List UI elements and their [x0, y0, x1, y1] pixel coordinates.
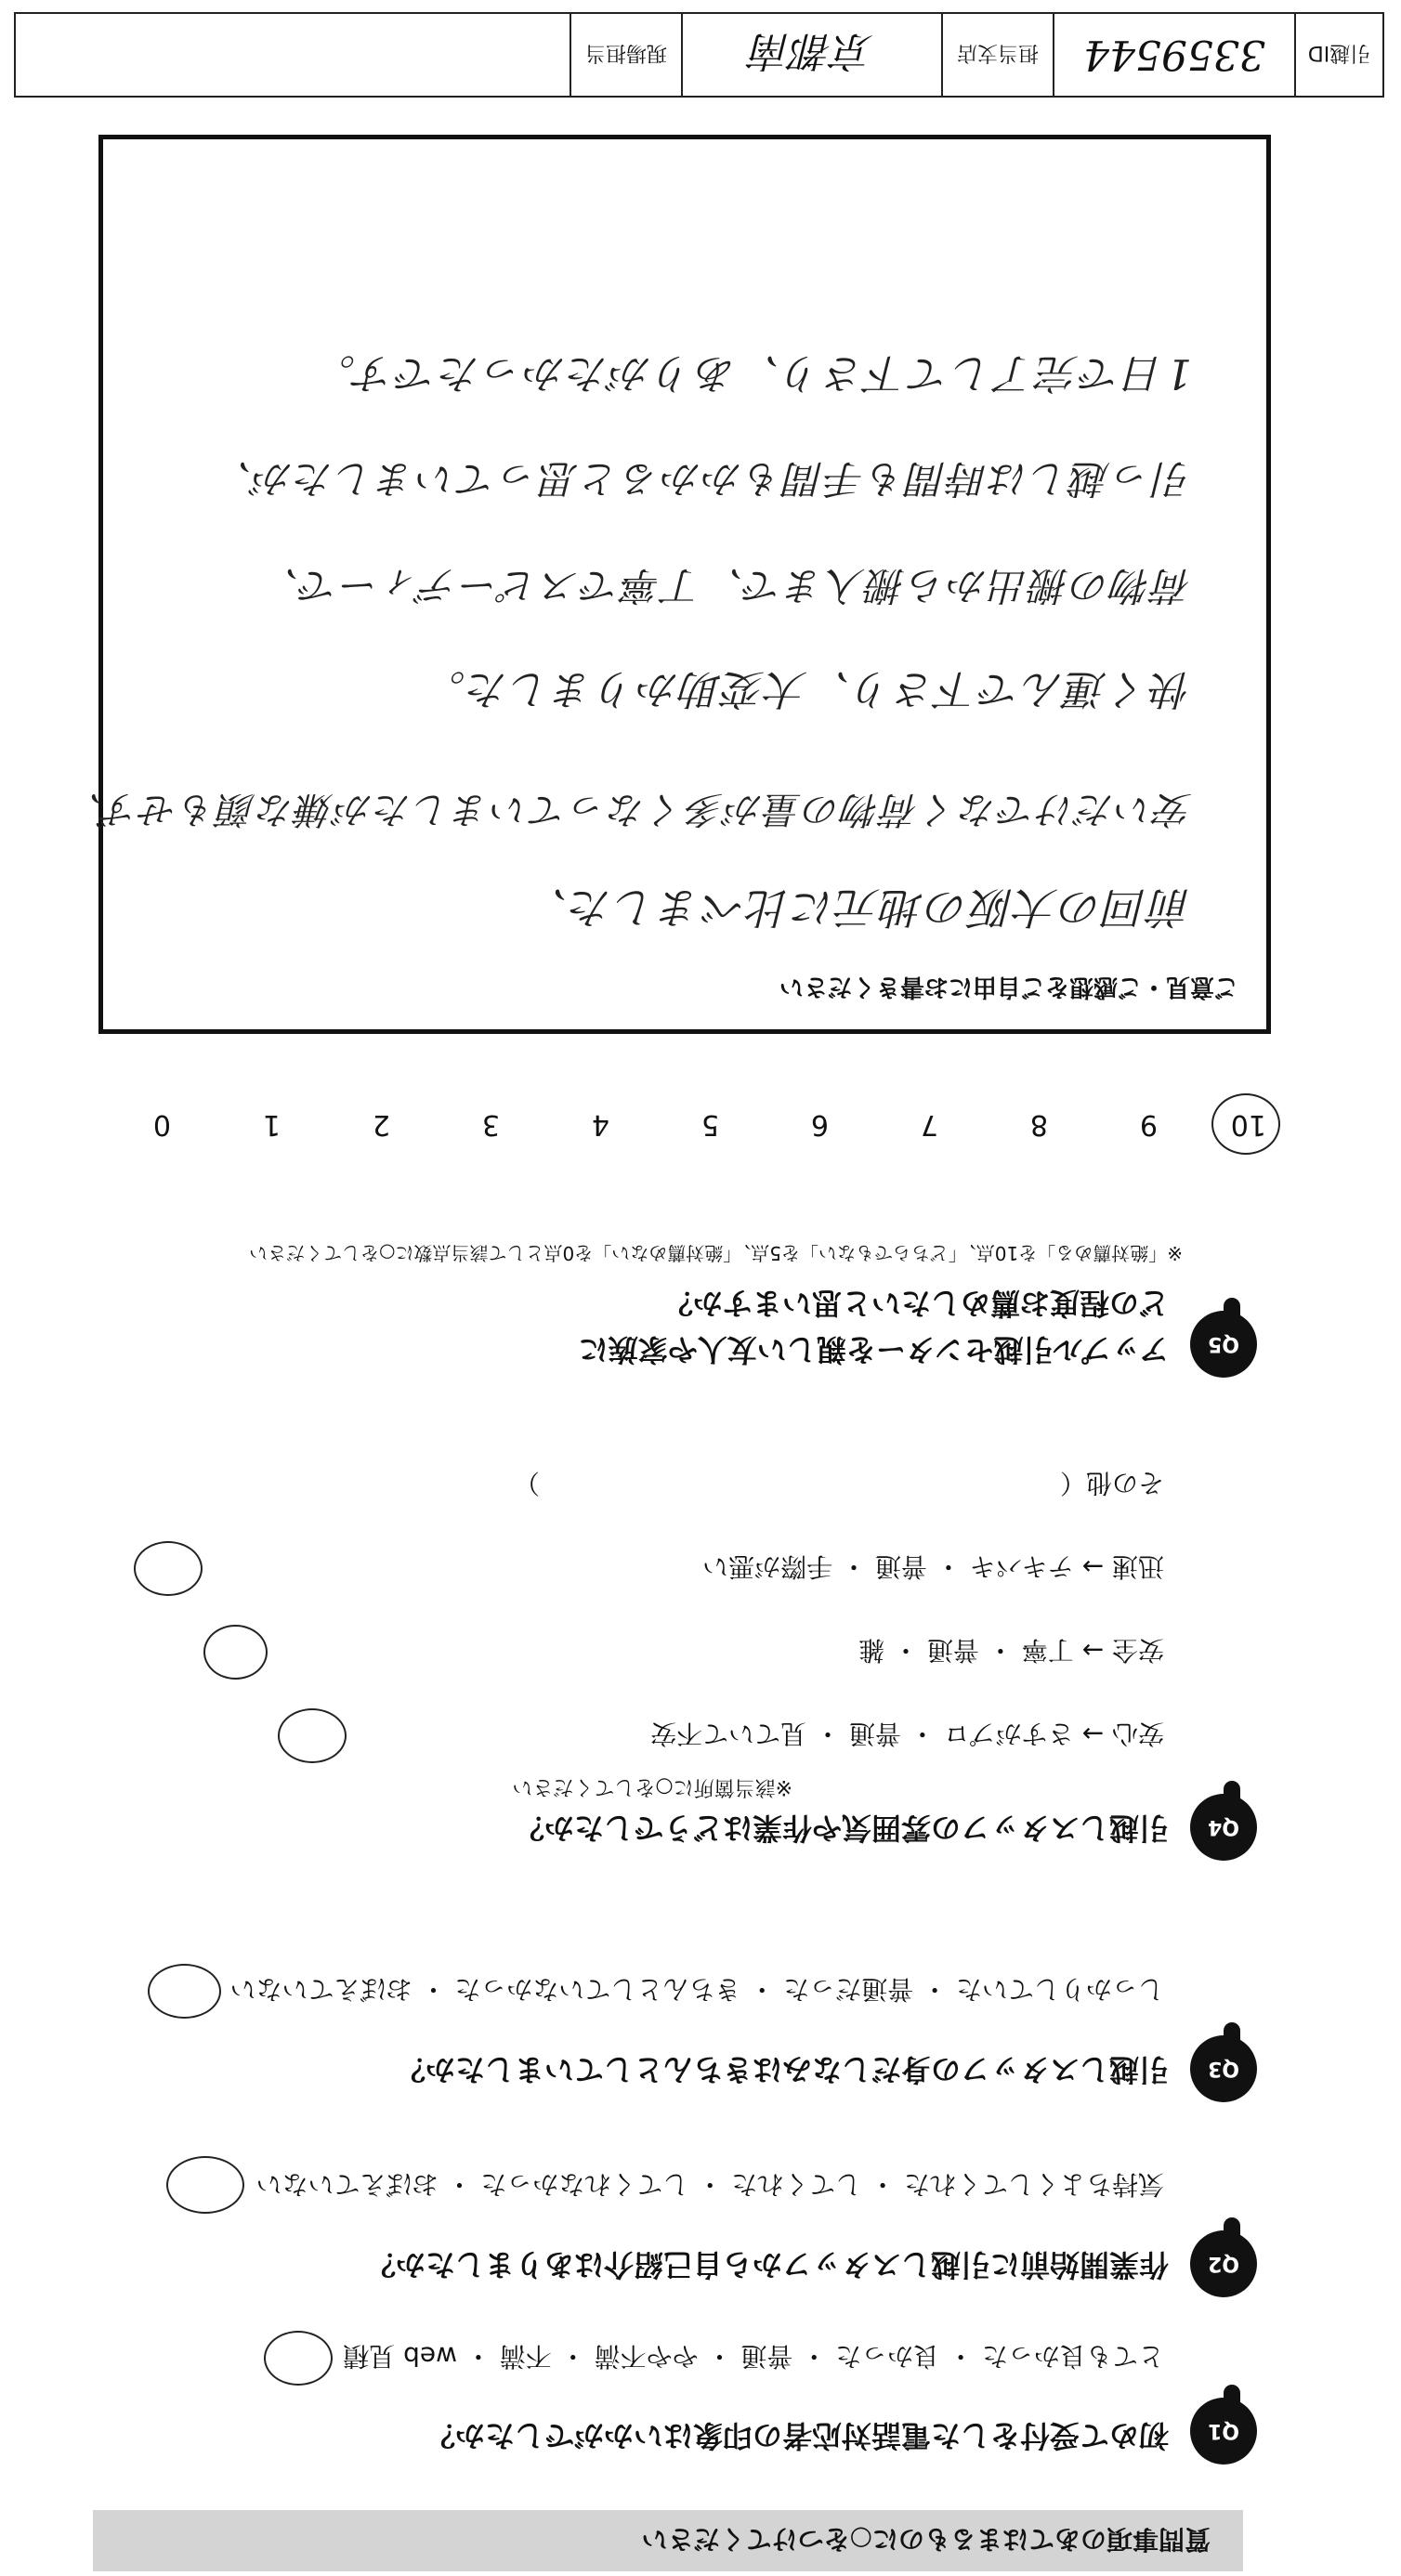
q4-row-other: その他（ ） — [513, 1468, 1164, 1498]
score-6: 6 — [810, 1108, 829, 1141]
questions-banner: 質問事項のあてはまるものに○をつけてください — [93, 2510, 1243, 2571]
q1-text: 初めて受付をした電話対応者の印象はいかがでしたか？ — [425, 2418, 1169, 2453]
score-9: 9 — [1139, 1108, 1158, 1141]
q2-options: 気持ちよくしてくれた ・ してくれた ・ してくれなかった ・ おぼえていない — [255, 2169, 1164, 2200]
q2-text: 作業開始前に引越しスタッフから自己紹介はありましたか？ — [365, 2247, 1169, 2282]
q4-safety-circle — [203, 1625, 268, 1680]
q3-options: しっかりしていた ・ 普通だった ・ きちんとしていなかった ・ おぼえていない — [229, 1974, 1164, 2005]
comment-line-1: 前回の大阪の地元に比べました、 — [523, 883, 1192, 933]
score-1: 1 — [262, 1108, 281, 1141]
score-5: 5 — [700, 1108, 719, 1141]
comment-line-4: 荷物の搬出から搬入まで、丁寧でスピーディーで、 — [257, 563, 1192, 608]
q4-icon: Q4 — [1190, 1794, 1257, 1861]
score-3: 3 — [481, 1108, 500, 1141]
info-strip — [14, 12, 1384, 98]
q1-answer-circle — [264, 2331, 333, 2386]
comment-line-2: 安いだけでなく荷物の量が多くなっていましたが嫌な顔もせず、 — [63, 788, 1192, 830]
q4-reassurance-circle — [278, 1708, 347, 1763]
q1-options: とても良かった ・ 良かった ・ 普通 ・ やや不満 ・ 不満 ・ web 見積 — [343, 2341, 1164, 2372]
q3-answer-circle — [148, 1964, 221, 2019]
branch-value: 京都南 — [681, 14, 941, 96]
branch-label: 担当支店 — [941, 14, 1053, 96]
q3-text: 引越しスタッフの身だしなみはきちんとしていましたか？ — [395, 2052, 1169, 2087]
q2-icon: Q2 — [1190, 2230, 1257, 2297]
q4-row-safety: 安全 → 丁寧 ・ 普通 ・ 雑 — [858, 1635, 1164, 1666]
q5-answer-circle — [1211, 1093, 1280, 1155]
score-4: 4 — [591, 1108, 609, 1141]
q4-text: 引越しスタッフの雰囲気や作業はどうでしたか？ — [514, 1811, 1169, 1846]
score-2: 2 — [372, 1108, 390, 1141]
id-label: 引越ID — [1294, 14, 1382, 96]
score-10: 10 — [1230, 1108, 1266, 1141]
score-8: 8 — [1029, 1108, 1048, 1141]
score-0: 0 — [152, 1108, 171, 1141]
id-value: 3359544 — [1053, 14, 1294, 96]
q4-row-speed: 迅速 → テキパキ ・ 普通 ・ 手際が悪い — [702, 1551, 1164, 1582]
q3-icon: Q3 — [1190, 2035, 1257, 2102]
score-7: 7 — [920, 1108, 938, 1141]
q5-note: ※「絶対薦める」を10点、「どちらでもない」を5点、「絶対薦めない」を0点として該当点数に○をしてください — [249, 1242, 1183, 1264]
comment-line-6: 1日で完了して下さり、ありがたかったです。 — [312, 349, 1192, 397]
staff-label: 現場担当 — [570, 14, 681, 96]
q1-icon: Q1 — [1190, 2398, 1257, 2465]
q5-text-1: アップル引越センターを親しい友人や家族に — [578, 1332, 1169, 1367]
staff-value — [16, 14, 570, 96]
q2-answer-circle — [166, 2156, 244, 2214]
q5-icon: Q5 — [1190, 1311, 1257, 1378]
q4-note: ※該当箇所に○をしてください — [512, 1775, 792, 1798]
comment-heading: ご意見・ご感想をご自由にお書きください — [779, 973, 1238, 1000]
q4-row-reassurance: 安心 → さすがプロ ・ 普通 ・ 見ていて不安 — [650, 1719, 1164, 1749]
comment-line-3: 快く運んで下さり、大変助かりました。 — [423, 665, 1192, 713]
q4-speed-circle — [134, 1541, 203, 1596]
comment-line-5: 引っ越しは時間も手間もかかると思っていましたが、 — [210, 456, 1192, 502]
q5-text-2: どの程度お薦めしたいと思いますか？ — [662, 1286, 1169, 1321]
